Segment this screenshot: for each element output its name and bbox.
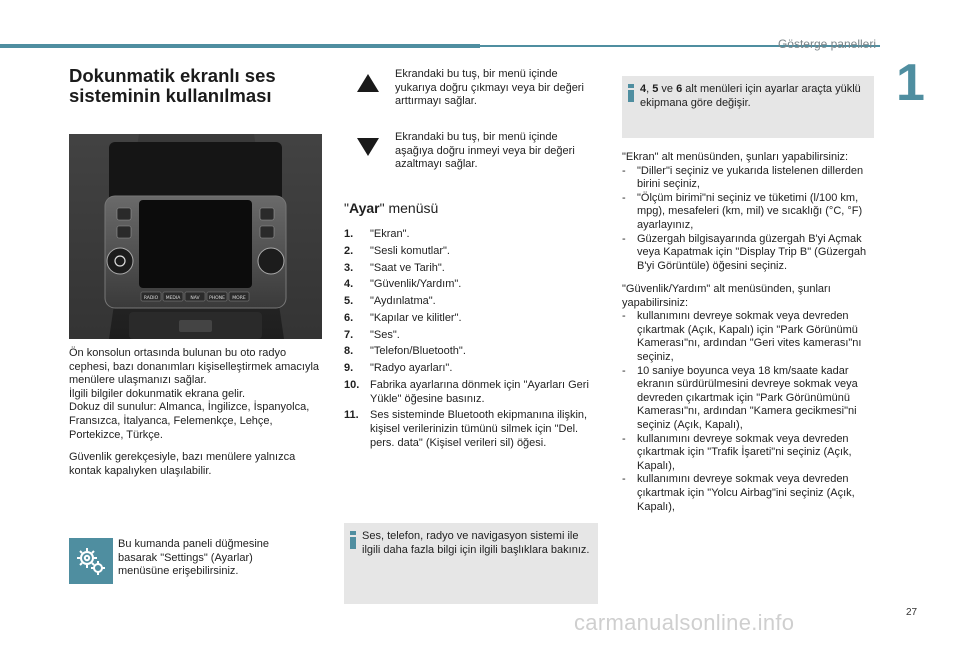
settings-gear-icon — [69, 538, 113, 584]
up-arrow-icon — [357, 74, 379, 92]
photo-label-media: MEDIA — [165, 296, 181, 301]
chapter-number: 1 — [896, 54, 925, 112]
down-arrow-icon — [357, 138, 379, 156]
list-item: 1. "Ekran". — [344, 228, 410, 240]
radio-panel-photo — [69, 134, 322, 339]
list-item: 3. "Saat ve Tarih". — [344, 261, 445, 274]
info-box-sources: Ses, telefon, radyo ve navigasyon sistemi ile ilgili daha fazla bilgi için ilgili başlıklara bakınız. — [344, 523, 598, 604]
list-item: 11. Ses sisteminde Bluetooth ekipmanına ilişkin, kişisel verilerinizin tümünü silmek için "Del. pers. data" (Kişisel verileri sil) öğesi. — [344, 409, 588, 449]
list-item: 4. "Güvenlik/Yardım". — [344, 278, 462, 291]
down-button-description: Ekrandaki bu tuş, bir menü içinde aşağıya doğru inmeyi veya bir değeri azaltmayı sağlar. — [395, 131, 575, 171]
intro-paragraph: Ön konsolun ortasında bulunan bu oto radyo cephesi, bazı donanımları kişiselleştirmek amacıyla menülere ulaşmanızı sağlar. İlgili bilgiler dokunmatik ekrana gelir. Dokuz dil sunulur: Almanca, İngilizce, İspanyolca, Fransızca, İtalyanca, Felemenkçe, Lehçe, Portekizce, Türkçe. — [69, 347, 320, 441]
list-item: 7. "Ses". — [344, 328, 400, 341]
guvenlik-intro: "Güvenlik/Yardım" alt menüsünden, şunları yapabilirsiniz: — [622, 283, 831, 309]
page-number: 27 — [906, 607, 918, 618]
info-icon — [628, 84, 634, 102]
info-icon — [350, 531, 356, 549]
ekran-list — [622, 165, 882, 274]
info-box-submenus: 4, 5 ve 6 alt menüleri için ayarlar araçta yüklü ekipmana göre değişir. — [622, 76, 874, 138]
list-item: - "Ölçüm birimi"ni seçiniz ve tüketimi (l/100 km, mpg), mesafeleri (km, mil) ve sıcaklığı (°C, °F) ayarlayınız, — [622, 191, 863, 231]
list-item: - kullanımını devreye sokmak veya devreden çıkartmak için "Yolcu Airbag"ini seçiniz (Açık, Kapalı), — [622, 473, 855, 513]
list-item: 6. "Kapılar ve kilitler". — [344, 311, 462, 324]
photo-label-phone: PHONE — [209, 296, 225, 301]
ayar-menu-heading: "Ayar" menüsü — [344, 200, 439, 216]
photo-label-nav: NAV — [190, 296, 200, 301]
ekran-intro: "Ekran" alt menüsünden, şunları yapabilirsiniz: — [622, 151, 849, 163]
list-item: - Güzergah bilgisayarında güzergah B'yi Açmak veya Kapatmak için "Display Trip B" (Güzergah B'yi Görüntüle) öğesini seçiniz. — [622, 232, 867, 272]
list-item: 9. "Radyo ayarları". — [344, 362, 453, 375]
ayar-menu-list — [344, 228, 599, 453]
guvenlik-list — [622, 310, 882, 514]
watermark: carmanualsonline.info — [574, 610, 795, 635]
page-title: Dokunmatik ekranlı ses sisteminin kullanılması — [69, 65, 276, 106]
list-item: - "Diller"i seçiniz ve yukarıda listelenen dillerden birini seçiniz, — [622, 164, 864, 191]
ayar-word: Ayar — [348, 200, 380, 216]
header-rule — [0, 44, 480, 48]
settings-paragraph: Bu kumanda paneli düğmesine basarak "Settings" (Ayarlar) menüsüne erişebilirsiniz. — [118, 538, 270, 578]
photo-label-radio: RADIO — [143, 296, 159, 301]
list-item: - kullanımını devreye sokmak veya devreden çıkartmak (Açık, Kapalı) için "Park Görünümü Kamerası"nı, ardından "Geri vites kamerası"nı seçiniz, — [622, 310, 862, 363]
photo-label-more: MORE — [232, 296, 246, 301]
up-button-description: Ekrandaki bu tuş, bir menü içinde yukarıya doğru çıkmayı veya bir değeri arttırmayı sağlar. — [395, 68, 584, 108]
list-item: 5. "Aydınlatma". — [344, 295, 436, 308]
list-item: 10. Fabrika ayarlarına dönmek için "Ayarları Geri Yükle" öğesine basınız. — [344, 379, 589, 405]
section-title: Gösterge panelleri — [777, 37, 876, 51]
list-item: - 10 saniye boyunca veya 18 km/saate kadar ekranın sürdürülmesini devreye sokmak veya devreden çıkartmak için "Park Görünümünü Kamerası"nı, ardından "Kamera gecikmesi"ni seçiniz (Açık, Kapalı), — [622, 364, 858, 431]
list-item: 2. "Sesli komutlar". — [344, 244, 450, 257]
list-item: - kullanımını devreye sokmak veya devreden çıkartmak için "Trafik İşareti"ni seçiniz (Açık, Kapalı), — [622, 432, 852, 472]
guvenlik-submenu-section — [622, 283, 882, 514]
list-item: 8. "Telefon/Bluetooth". — [344, 345, 466, 358]
ekran-submenu-section — [622, 151, 882, 273]
safety-paragraph: Güvenlik gerekçesiyle, bazı menülere yalnızca kontak kapalıyken ulaşılabilir. — [69, 451, 296, 477]
